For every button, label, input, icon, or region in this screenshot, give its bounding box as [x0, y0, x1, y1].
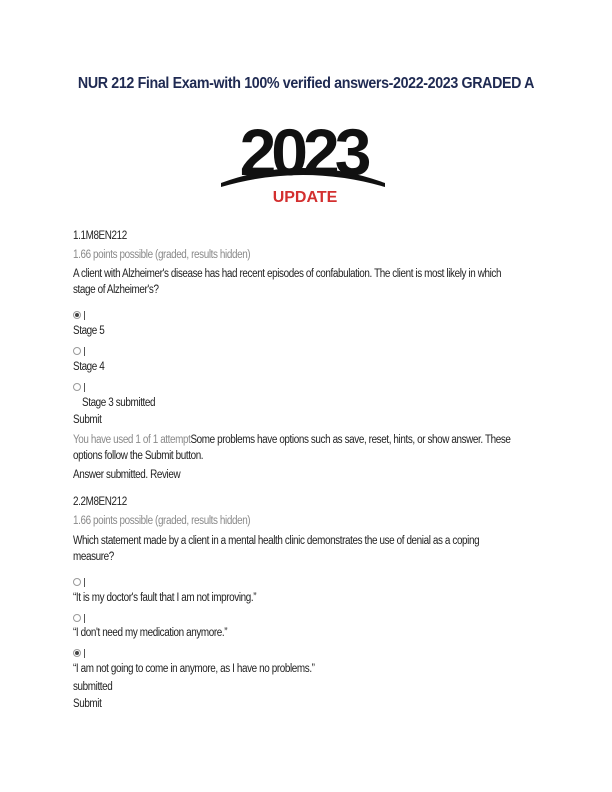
text-caret: [84, 578, 85, 587]
q1-option-2-radio[interactable]: [73, 347, 81, 355]
q1-attempts-note: Some problems have options such as save, reset, hints, or show answer. These options follow the Submit button.: [73, 434, 511, 462]
q2-option-1-label: “It is my doctor's fault that I am not improving.”: [73, 592, 257, 604]
q1-option-1-radio[interactable]: [73, 311, 81, 319]
logo-banner-text: UPDATE: [272, 189, 338, 206]
q2-id: 2.2M8EN212: [73, 496, 127, 508]
q2-option-2-label: “I don't need my medication anymore.”: [73, 627, 228, 639]
q1-attempts-used: You have used 1 of 1 attempt: [73, 434, 191, 446]
q2-prompt: Which statement made by a client in a mental health clinic demonstrates the use of denial as a coping measure?: [73, 535, 480, 563]
q1-points: 1.66 points possible (graded, results hidden): [73, 249, 251, 261]
q1-prompt: A client with Alzheimer's disease has had recent episodes of confabulation. The client is most likely in which stage of Alzheimer's?: [73, 268, 502, 296]
q1-option-2-label: Stage 4: [73, 361, 105, 373]
q1-option-1-label: Stage 5: [73, 325, 105, 337]
q2-points: 1.66 points possible (graded, results hidden): [73, 515, 251, 527]
q2-option-2-radio[interactable]: [73, 614, 81, 622]
q1-option-3-radio[interactable]: [73, 383, 81, 391]
text-caret: [84, 311, 85, 320]
q2-option-3-radio[interactable]: [73, 649, 81, 657]
q1-answer-review-link[interactable]: Answer submitted. Review: [73, 469, 181, 481]
text-caret: [84, 614, 85, 623]
q1-id: 1.1M8EN212: [73, 230, 127, 242]
q1-option-3-label: Stage 3 submitted: [82, 397, 156, 409]
q2-option-1-radio[interactable]: [73, 578, 81, 586]
logo-year-text: 2023: [239, 115, 367, 189]
q2-submit-button[interactable]: Submit: [73, 698, 102, 710]
q1-submit-button[interactable]: Submit: [73, 414, 102, 426]
text-caret: [84, 383, 85, 392]
text-caret: [84, 347, 85, 356]
q2-submitted-status: submitted: [73, 681, 113, 693]
text-caret: [84, 649, 85, 658]
logo-2023-update: [213, 113, 393, 208]
q1-attempts: [73, 432, 520, 464]
document-title: NUR 212 Final Exam-with 100% verified answers-2022-2023 GRADED A: [77, 75, 535, 92]
q2-option-3-label: “I am not going to come in anymore, as I have no problems.”: [73, 663, 315, 675]
